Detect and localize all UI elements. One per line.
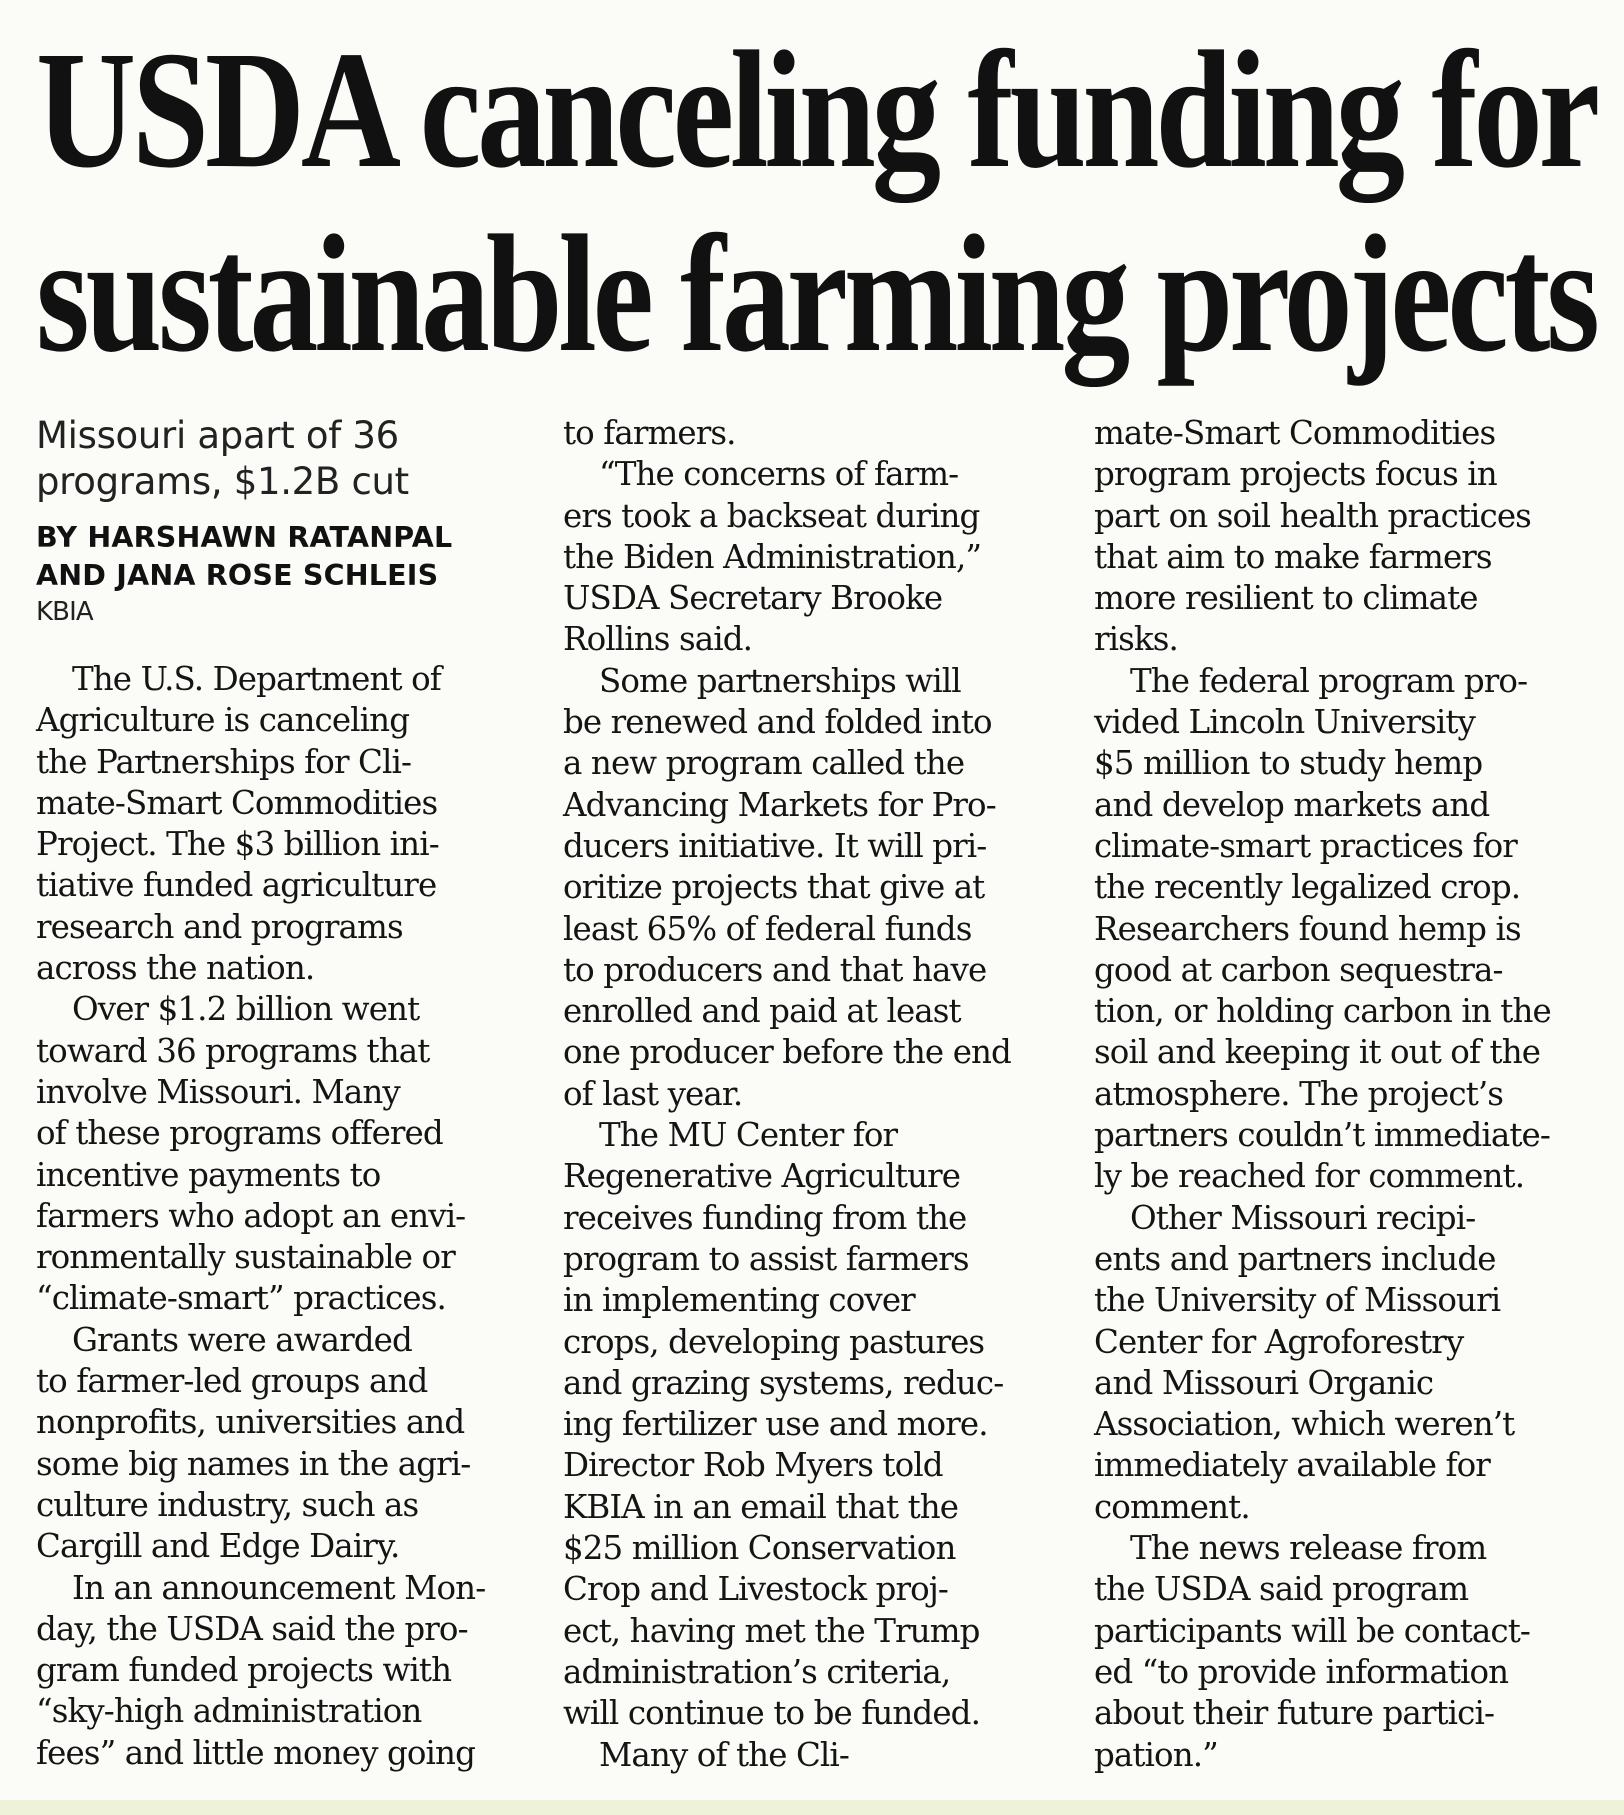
article-text-line: Agriculture is canceling <box>36 701 410 740</box>
article-text-line: The federal program pro- <box>1130 661 1528 700</box>
article-text-line: ents and partners include <box>1094 1239 1496 1278</box>
byline <box>36 519 536 595</box>
article-text-line: Regenerative Agriculture <box>563 1157 961 1196</box>
column-body <box>1094 413 1594 1776</box>
article-text-line: the Biden Administration,” <box>563 537 982 576</box>
article-text-line: ed “to provide information <box>1094 1652 1509 1691</box>
article-text-line: of these programs offered <box>36 1114 443 1153</box>
article-text-line: and grazing systems, reduc- <box>563 1363 1004 1402</box>
article-text-line: “The concerns of farm- <box>599 455 959 494</box>
subheadline-line: programs, $1.2B cut <box>36 460 409 503</box>
article-text-line: good at carbon sequestra- <box>1094 950 1503 989</box>
article-text-line: partners couldn’t immediate- <box>1094 1116 1550 1155</box>
article-text-line: ing fertilizer use and more. <box>563 1405 988 1444</box>
article-text-line: Rollins said. <box>563 620 753 659</box>
article-text-line: vided Lincoln University <box>1094 703 1476 742</box>
article-text-line: mate-Smart Commodities <box>36 783 438 822</box>
article-text-line: a new program called the <box>563 744 965 783</box>
subheadline-line: Missouri apart of 36 <box>36 414 399 457</box>
article-text-line: comment. <box>1094 1487 1250 1526</box>
article-text-line: the University of Missouri <box>1094 1281 1501 1320</box>
article-text-line: immediately available for <box>1094 1446 1490 1485</box>
article-text-line: the Partnerships for Cli- <box>36 742 412 781</box>
column-body <box>563 413 1063 1776</box>
article-text-line: research and programs <box>36 907 403 946</box>
article-text-line: In an announcement Mon- <box>72 1568 486 1607</box>
article-text-line: to farmer-led groups and <box>36 1362 428 1401</box>
article-text-line: $25 million Conservation <box>563 1529 956 1568</box>
article-text-line: tion, or holding carbon in the <box>1094 992 1551 1031</box>
subheadline <box>36 413 536 505</box>
article-text-line: more resilient to climate <box>1094 579 1478 618</box>
article-text-line: crops, developing pastures <box>563 1322 985 1361</box>
byline-outlet: KBIA <box>36 597 93 627</box>
headline <box>36 18 1596 386</box>
headline-line-2: sustainable farming projects <box>36 201 1596 387</box>
article-text-line: will continue to be funded. <box>563 1694 981 1733</box>
article-text-line: ect, having met the Trump <box>563 1611 980 1650</box>
article-text-line: day, the USDA said the pro- <box>36 1609 468 1648</box>
article-text-line: that aim to make farmers <box>1094 537 1492 576</box>
article-text-line: soil and keeping it out of the <box>1094 1033 1541 1072</box>
article-text-line: atmosphere. The project’s <box>1094 1074 1504 1113</box>
article-text-line: pation.” <box>1094 1735 1218 1774</box>
page-bottom-edge <box>0 1800 1624 1815</box>
article-text-line: gram funded projects with <box>36 1651 452 1690</box>
article-text-line: The news release from <box>1130 1529 1487 1568</box>
article-text-line: ronmentally sustainable or <box>36 1238 455 1277</box>
article-text-line: Researchers found hemp is <box>1094 909 1521 948</box>
column-body <box>36 659 536 1774</box>
article-text-line: program to assist farmers <box>563 1239 969 1278</box>
article-text-line: the USDA said program <box>1094 1570 1469 1609</box>
article-text-line: tiative funded agriculture <box>36 866 437 905</box>
article-text-line: ducers initiative. It will pri- <box>563 826 987 865</box>
article-text-line: fees” and little money going <box>36 1733 475 1772</box>
article-text-line: $5 million to study hemp <box>1094 744 1483 783</box>
article-text-line: risks. <box>1094 620 1178 659</box>
article-text-line: be renewed and folded into <box>563 703 992 742</box>
article-column-1 <box>36 413 536 1774</box>
byline-line: BY HARSHAWN RATANPAL <box>36 521 453 554</box>
article-text-line: Advancing Markets for Pro- <box>563 785 996 824</box>
article-text-line: mate-Smart Commodities <box>1094 414 1496 452</box>
article-text-line: Project. The $3 billion ini- <box>36 825 439 864</box>
article-text-line: and develop markets and <box>1094 785 1490 824</box>
article-text-line: across the nation. <box>36 949 315 988</box>
article-text-line: Other Missouri recipi- <box>1130 1198 1476 1237</box>
article-text-line: climate-smart practices for <box>1094 826 1517 865</box>
article-text-line: incentive payments to <box>36 1155 381 1194</box>
article-text-line: in implementing cover <box>563 1281 915 1320</box>
article-column-2 <box>563 413 1063 1776</box>
article-text-line: ers took a backseat during <box>563 496 980 535</box>
article-text-line: nonprofits, universities and <box>36 1403 465 1442</box>
article-text-line: Crop and Livestock proj- <box>563 1570 949 1609</box>
article-text-line: program projects focus in <box>1094 455 1497 494</box>
article-text-line: farmers who adopt an envi- <box>36 1196 466 1235</box>
article-text-line: oritize projects that give at <box>563 868 985 907</box>
article-text-line: toward 36 programs that <box>36 1031 430 1070</box>
article-text-line: “climate-smart” practices. <box>36 1279 446 1318</box>
article-text-line: KBIA in an email that the <box>563 1487 959 1526</box>
article-text-line: administration’s criteria, <box>563 1652 951 1691</box>
article-text-line: Some partnerships will <box>599 661 961 700</box>
byline-line: AND JANA ROSE SCHLEIS <box>36 559 439 592</box>
article-text-line: Association, which weren’t <box>1094 1405 1515 1444</box>
article-text-line: Director Rob Myers told <box>563 1446 943 1485</box>
article-text-line: about their future partici- <box>1094 1694 1495 1733</box>
article-text-line: part on soil health practices <box>1094 496 1531 535</box>
article-text-line: Cargill and Edge Dairy. <box>36 1527 400 1566</box>
article-text-line: receives funding from the <box>563 1198 967 1237</box>
article-text-line: involve Missouri. Many <box>36 1072 400 1111</box>
article-text-line: least 65% of federal funds <box>563 909 972 948</box>
article-text-line: participants will be contact- <box>1094 1611 1530 1650</box>
article-text-line: and Missouri Organic <box>1094 1363 1434 1402</box>
article-text-line: Center for Agroforestry <box>1094 1322 1464 1361</box>
article-text-line: Grants were awarded <box>72 1320 412 1359</box>
article-text-line: USDA Secretary Brooke <box>563 579 943 618</box>
article-text-line: The U.S. Department of <box>72 660 441 698</box>
article-text-line: The MU Center for <box>599 1116 898 1155</box>
article-text-line: to producers and that have <box>563 950 987 989</box>
article-text-line: enrolled and paid at least <box>563 992 961 1031</box>
article-text-line: Many of the Cli- <box>599 1735 849 1774</box>
article-text-line: of last year. <box>563 1074 743 1113</box>
article-text-line: ly be reached for comment. <box>1094 1157 1525 1196</box>
article-text-line: “sky-high administration <box>36 1692 422 1731</box>
article-column-3 <box>1094 413 1594 1776</box>
article-text-line: to farmers. <box>563 414 736 452</box>
article-text-line: the recently legalized crop. <box>1094 868 1521 907</box>
article-text-line: some big names in the agri- <box>36 1444 471 1483</box>
headline-line-1: USDA canceling funding for <box>36 17 1597 203</box>
article-text-line: culture industry, such as <box>36 1485 419 1524</box>
article-text-line: Over $1.2 billion went <box>72 990 420 1029</box>
article-text-line: one producer before the end <box>563 1033 1011 1072</box>
